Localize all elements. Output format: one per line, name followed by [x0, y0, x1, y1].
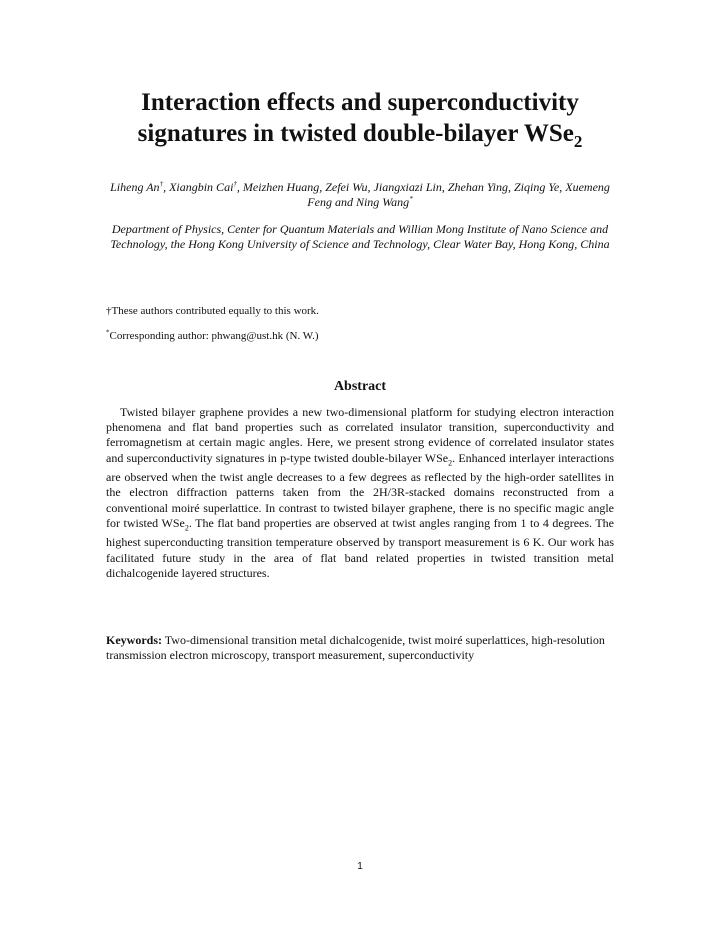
author-rest: , Meizhen Huang, Zefei Wu, Jiangxiazi Lin, Zhehan Ying, Ziqing Ye, Xuemeng Feng and Ning Wang — [236, 180, 610, 209]
abstract-text-2: . Enhanced interlayer interactions are observed when the twist angle decreases to a few degrees as reflected by the high-order satellites in the electron diffraction patterns taken from the 2H/3R-stacked domains reconstructed from a conventional moiré superlattice. In contrast to twisted bilayer graphene, there is no specific magic angle for twisted WSe — [106, 450, 614, 530]
abstract-subscript: 2 — [184, 523, 189, 533]
author-mark: † — [233, 180, 237, 188]
keywords-label: Keywords: — [106, 633, 162, 647]
author-mark: † — [159, 180, 164, 188]
abstract-subscript: 2 — [448, 458, 453, 467]
author-list — [100, 180, 620, 210]
title-subscript: 2 — [573, 132, 583, 151]
corresponding-mark: * — [106, 328, 110, 337]
paper-title — [60, 87, 660, 157]
corresponding-author-note — [106, 329, 319, 343]
equal-contribution-note: †These authors contributed equally to this work. — [106, 305, 319, 317]
corresponding-text: Corresponding author: phwang@ust.hk (N. W.) — [109, 330, 319, 342]
author-second: , Xiangbin Cai — [163, 180, 234, 194]
keywords-text: Two-dimensional transition metal dichalcogenide, twist moiré superlattices, high-resolution transmission electron microscopy, transport measurement, superconductivity — [106, 633, 605, 663]
abstract-heading: Abstract — [333, 379, 387, 394]
author-mark: * — [409, 195, 413, 203]
title-line-1: Interaction effects and superconductivity — [141, 89, 579, 116]
title-line-2: signatures in twisted double-bilayer WSe — [137, 120, 574, 147]
keywords — [106, 633, 614, 663]
abstract-text-3: . The flat band properties are observed at twist angles ranging from 1 to 4 degrees. The highest superconducting transition temperature observed by transport measurement is 6 K. Our work has facilitated future study in the area of flat band related properties in twisted transition metal dichalcogenide layered structures. — [106, 515, 615, 580]
affiliation: Department of Physics, Center for Quantum Materials and Willian Mong Institute of Nano Science and Technology, the Hong Kong University of Science and Technology, Clear Water Bay, Hong Kong, China — [110, 222, 610, 251]
page-number: 1 — [357, 861, 363, 872]
abstract-text-1: Twisted bilayer graphene provides a new two-dimensional platform for studying electron interaction phenomena and flat band properties such as correlated insulator transition, superconductivity and ferromagnetism at certain magic angles. Here, we present strong evidence of correlated insulator states and superconductivity signatures in p-type twisted double-bilayer WSe — [106, 405, 614, 465]
abstract-body — [106, 405, 614, 581]
author-first: Liheng An — [110, 180, 160, 194]
